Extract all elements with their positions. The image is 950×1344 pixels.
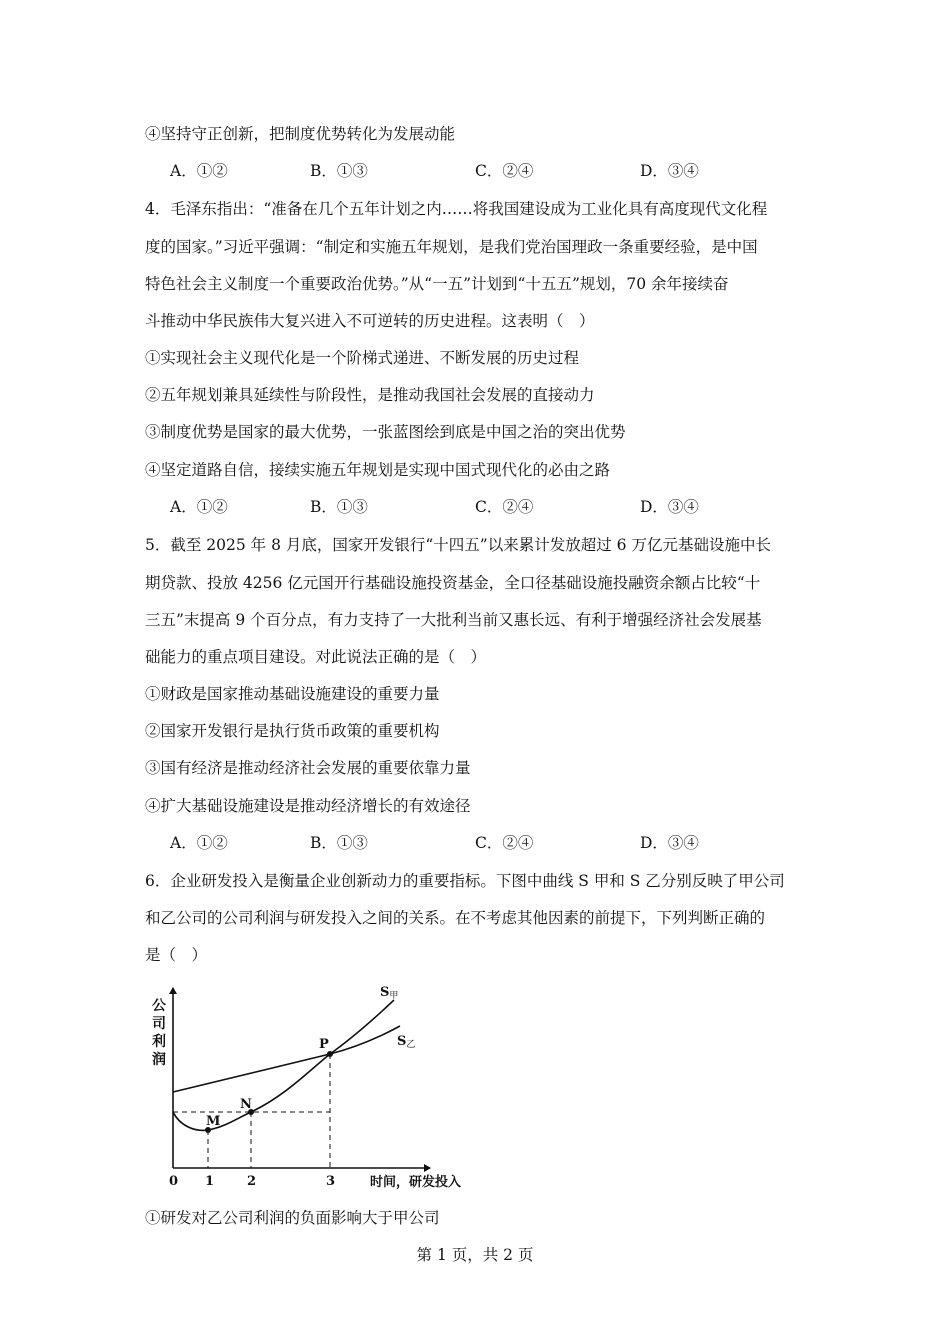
q4-option-b: B．①③ bbox=[310, 498, 368, 516]
q5-stem-line-3: 三五”末提高 9 个百分点，有力支持了一大批利当前又惠长远、有利于增强经济社会发展基 bbox=[145, 611, 762, 629]
y-label-char-3: 利 bbox=[152, 1034, 166, 1050]
q4-option-d: D．③④ bbox=[640, 498, 699, 516]
q3-option-a: A．①② bbox=[170, 162, 228, 180]
point-p-label: P bbox=[319, 1037, 329, 1052]
y-label-char-1: 公 bbox=[152, 998, 166, 1014]
q4-stem-line-3: 特色社会主义制度一个重要政治优势。”从“一五”计划到“十五五”规划，70 余年接续奋 bbox=[145, 275, 729, 293]
q5-statement-1: ①财政是国家推动基础设施建设的重要力量 bbox=[145, 685, 440, 703]
x-tick-1: 1 bbox=[205, 1174, 215, 1189]
q5-option-d: D．③④ bbox=[640, 834, 699, 852]
q5-option-c: C．②④ bbox=[475, 834, 534, 852]
q5-statement-3: ③国有经济是推动经济社会发展的重要依靠力量 bbox=[145, 759, 471, 777]
q6-stem-line-3: 是（ ） bbox=[145, 946, 208, 964]
q3-option-b: B．①③ bbox=[310, 162, 368, 180]
x-tick-2: 2 bbox=[247, 1174, 257, 1189]
q4-option-c: C．②④ bbox=[475, 498, 534, 516]
q5-option-a: A．①② bbox=[170, 834, 228, 852]
q4-statement-2: ②五年规划兼具延续性与阶段性，是推动我国社会发展的直接动力 bbox=[145, 386, 595, 404]
q3-statement-4: ④坚持守正创新，把制度优势转化为发展动能 bbox=[145, 125, 456, 143]
q5-stem-line-1: 5．截至 2025 年 8 月底，国家开发银行“十四五”以来累计发放超过 6 万亿元基础设施中长 bbox=[145, 536, 771, 554]
point-n-label: N bbox=[240, 1097, 252, 1112]
q5-option-b: B．①③ bbox=[310, 834, 368, 852]
curve-s-yi bbox=[173, 1026, 400, 1092]
q6-stem-line-2: 和乙公司的公司利润与研发投入之间的关系。在不考虑其他因素的前提下，下列判断正确的 bbox=[145, 909, 766, 927]
x-tick-3: 3 bbox=[326, 1174, 336, 1189]
profit-rd-diagram bbox=[140, 978, 500, 1193]
y-label-char-2: 司 bbox=[152, 1016, 166, 1032]
q4-statement-1: ①实现社会主义现代化是一个阶梯式递进、不断发展的历史过程 bbox=[145, 349, 580, 367]
s-yi-label: S乙 bbox=[397, 1034, 416, 1050]
q3-option-d: D．③④ bbox=[640, 162, 699, 180]
q4-statement-3: ③制度优势是国家的最大优势，一张蓝图绘到底是中国之治的突出优势 bbox=[145, 423, 626, 441]
s-jia-label: S甲 bbox=[380, 985, 399, 1001]
y-label-char-4: 润 bbox=[152, 1052, 166, 1068]
q5-stem-line-4: 础能力的重点项目建设。对此说法正确的是（ ） bbox=[145, 648, 487, 666]
q5-statement-4: ④扩大基础设施建设是推动经济增长的有效途径 bbox=[145, 797, 471, 815]
q6-stem-line-1: 6．企业研发投入是衡量企业创新动力的重要指标。下图中曲线 S 甲和 S 乙分别反映了甲公司 bbox=[145, 872, 785, 890]
q4-stem-line-2: 度的国家。”习近平强调：“制定和实施五年规划，是我们党治国理政一条重要经验，是中国 bbox=[145, 238, 758, 256]
q6-statement-1: ①研发对乙公司利润的负面影响大于甲公司 bbox=[145, 1209, 440, 1227]
point-m-label: M bbox=[206, 1114, 221, 1129]
q4-stem-line-1: 4．毛泽东指出：“准备在几个五年计划之内……将我国建设成为工业化具有高度现代文化程 bbox=[145, 200, 768, 218]
q4-stem-line-4: 斗推动中华民族伟大复兴进入不可逆转的历史进程。这表明（ ） bbox=[145, 312, 595, 330]
q3-option-c: C．②④ bbox=[475, 162, 534, 180]
q5-statement-2: ②国家开发银行是执行货币政策的重要机构 bbox=[145, 722, 440, 740]
q5-stem-line-2: 期贷款、投放 4256 亿元国开行基础设施投资基金，全口径基础设施投融资余额占比较“十 bbox=[145, 574, 761, 592]
page-footer: 第 1 页，共 2 页 bbox=[416, 1246, 534, 1264]
x-axis-label: 时间，研发投入 bbox=[370, 1175, 462, 1190]
q4-statement-4: ④坚定道路自信，接续实施五年规划是实现中国式现代化的必由之路 bbox=[145, 461, 611, 479]
q4-option-a: A．①② bbox=[170, 498, 228, 516]
origin-label: 0 bbox=[169, 1174, 179, 1189]
